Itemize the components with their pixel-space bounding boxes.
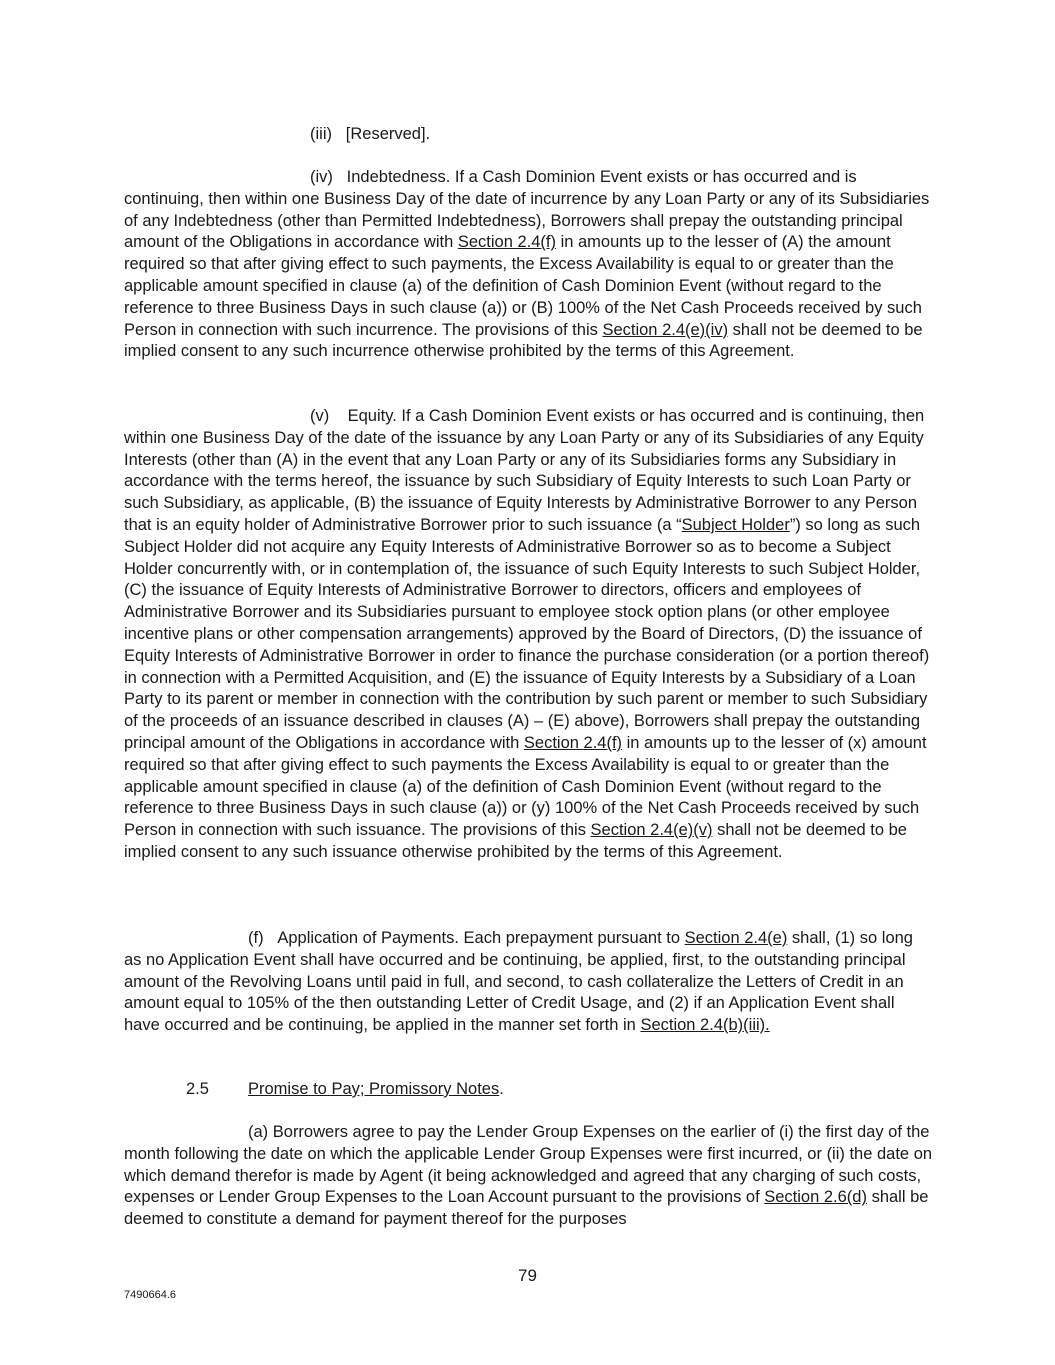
section-2-5-title: Promise to Pay; Promissory Notes	[248, 1080, 500, 1098]
section-2-4-e-v-link[interactable]: Section 2.4(e)(v)	[590, 821, 713, 840]
clause-iii	[124, 124, 934, 146]
section-2-5-number: 2.5	[186, 1080, 209, 1098]
section-2-5-heading	[186, 1079, 504, 1101]
document-id: 7490664.6	[124, 1289, 176, 1301]
section-2-4-f-link[interactable]: Section 2.4(f)	[523, 733, 623, 752]
clause-v-text-3: in amounts up to the lesser of (x) amount required so that after giving effect to such payments the Excess Availability is equal to or greater than the applicable amount specified in clause (a) of the definition of Cash Dominion Event (without regard to the reference to three Business Days in such clause (a)) or (y) 100% of the Net Cash Proceeds received by such Person in connection with such issuance. The provisions of this	[124, 733, 927, 840]
section-2-6-d-link[interactable]: Section 2.6(d)	[764, 1188, 867, 1207]
clause-v-number: (v)	[310, 407, 330, 425]
subject-holder-term: Subject Holder	[681, 515, 790, 534]
clause-f-text-1: Each prepayment pursuant to	[458, 929, 685, 947]
section-2-4-f-link[interactable]: Section 2.4(f)	[457, 233, 556, 252]
clause-iv-text-1: If a Cash Dominion Event exists or has occurred and is continuing, then within one Business Day of the date of incurrence by any Loan Party or any of its Subsidiaries of any Indebtedness (other than Permitted Indebtedness), Borrowers shall prepay the outstanding principal amount of the Obligations in accordance with	[124, 168, 930, 252]
clause-iv-text-3: shall not be deemed to be implied consent to any such incurrence otherwise prohibited by the terms of this Agreement.	[124, 320, 923, 361]
clause-v-heading: Equity.	[347, 407, 397, 425]
clause-iv-text-2: in amounts up to the lesser of (A) the amount required so that after giving effect to such payments, the Excess Availability is equal to or greater than the applicable amount specified in clause (a) of the definition of Cash Dominion Event (without regard to the reference to three Business Days in such clause (a)) or (B) 100% of the Net Cash Proceeds received by such Person in connection with such incurrence. The provisions of this	[124, 233, 922, 339]
page-number: 79	[518, 1266, 537, 1285]
clause-iv-number: (iv)	[310, 168, 333, 186]
clause-iii-number: (iii)	[310, 125, 332, 143]
section-2-4-e-link[interactable]: Section 2.4(e)	[684, 929, 788, 947]
clause-v-text-4: shall not be deemed to be implied consent to any such issuance otherwise prohibited by the terms of this Agreement.	[124, 821, 907, 861]
clause-2-5-a-text-1: Borrowers agree to pay the Lender Group Expenses on the earlier of (i) the first day of the month following the date on which the applicable Lender Group Expenses were first incurred, or (ii) the date on which demand therefor is made by Agent (it being acknowledged and agreed that any charging of such costs, expenses or Lender Group Expenses to the Loan Account pursuant to the provisions of	[124, 1123, 933, 1207]
section-2-4-b-iii-link[interactable]: Section 2.4(b)(iii).	[640, 1016, 770, 1035]
clause-2-5-a-number: (a)	[248, 1123, 269, 1141]
clause-iv-heading: Indebtedness.	[346, 168, 451, 186]
clause-v	[124, 406, 934, 864]
clause-2-5-a	[124, 1122, 934, 1231]
clause-iii-text: [Reserved].	[345, 125, 431, 143]
clause-iv	[124, 167, 934, 363]
clause-v-text-2: ”) so long as such Subject Holder did not acquire any Equity Interests of Administrative Borrower so as to become a Subject Holder concurrently with, or in contemplation of, the issuance of such Equity Interests to such Subject Holder, (C) the issuance of Equity Interests of Administrative Borrower to directors, officers and employees of Administrative Borrower and its Subsidiaries pursuant to employee stock option plans (or other employee incentive plans or other compensation arrangements) approved by the Board of Directors, (D) the issuance of Equity Interests of Administrative Borrower in order to finance the purchase consideration (or a portion thereof) in connection with a Permitted Acquisition, and (E) the issuance of Equity Interests by a Subsidiary of a Loan Party to its parent or member in connection with the contribution by such parent or member to such Subsidiary of the proceeds of an issuance described in clauses (A) – (E) above), Borrowers shall prepay the outstanding principal amount of the Obligations in accordance with	[124, 515, 930, 752]
clause-f-text-2: shall, (1) so long as no Application Event shall have occurred and be continuing, be applied, first, to the outstanding principal amount of the Revolving Loans until paid in full, and second, to cash collateralize the Letters of Credit in an amount equal to 105% of the then outstanding Letter of Credit Usage, and (2) if an Application Event shall have occurred and be continuing, be applied in the manner set forth in	[124, 929, 913, 1035]
clause-f-heading: Application of Payments.	[277, 929, 459, 947]
clause-v-text-1: If a Cash Dominion Event exists or has occurred and is continuing, then within one Business Day of the date of the issuance by any Loan Party or any of its Subsidiaries of any Equity Interests (other than (A) in the event that any Loan Party or any of its Subsidiaries forms any Subsidiary in accordance with the terms hereof, the issuance by such Subsidiary of Equity Interests to such Loan Party or such Subsidiary, as applicable, (B) the issuance of Equity Interests by Administrative Borrower to any Person that is an equity holder of Administrative Borrower prior to such issuance (a “	[124, 407, 925, 534]
section-2-5-title-end: .	[499, 1080, 504, 1098]
section-2-4-e-iv-link[interactable]: Section 2.4(e)(iv)	[602, 320, 729, 339]
clause-f-number: (f)	[248, 929, 264, 947]
clause-2-5-a-text-2: shall be deemed to constitute a demand for payment thereof for the purposes	[124, 1188, 929, 1229]
clause-f	[124, 928, 934, 1037]
